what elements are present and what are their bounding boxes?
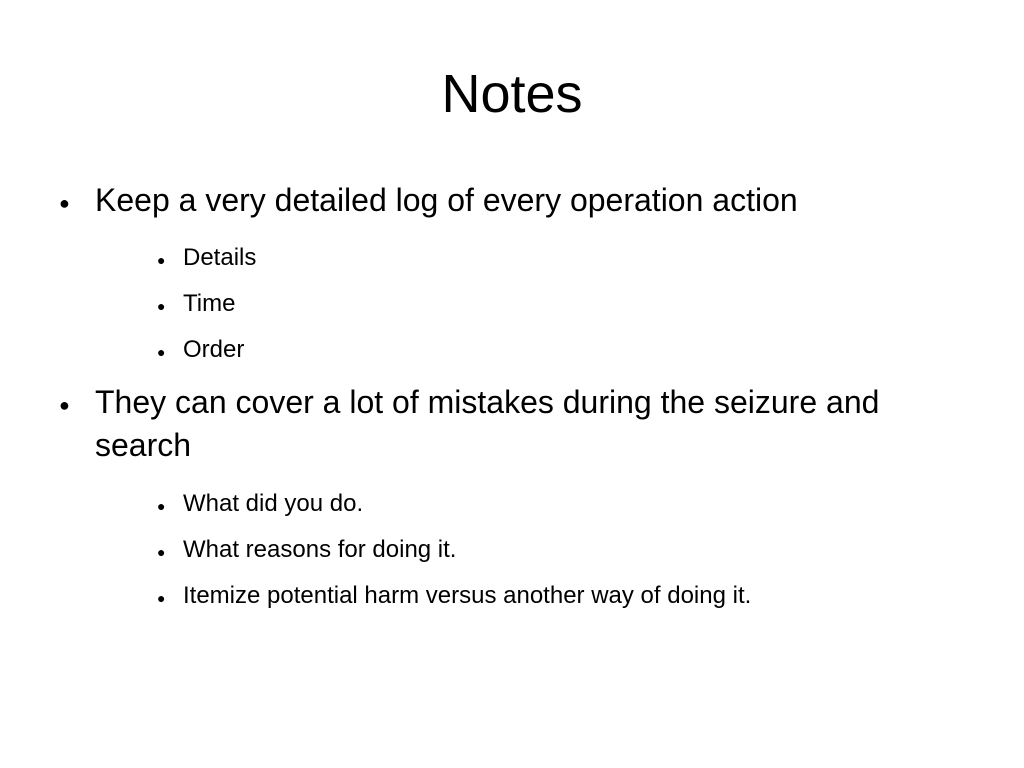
sub-bullet-text: What did you do. [183, 490, 364, 517]
sub-bullet-item [157, 242, 983, 274]
sub-bullet-icon: ● [157, 298, 166, 314]
sub-bullet-text: Details [183, 244, 257, 271]
bullet-item [59, 179, 975, 222]
sub-bullet-icon: ● [157, 498, 166, 514]
bullet-icon: ● [59, 395, 70, 415]
sub-bullet-text: Itemize potential harm versus another way of doing it. [183, 582, 752, 609]
bullet-icon: ● [59, 193, 70, 213]
bullet-item [59, 381, 975, 467]
sub-bullet-item [157, 534, 983, 566]
sub-bullet-text: Time [183, 290, 236, 317]
sub-bullet-icon: ● [157, 344, 166, 360]
sub-bullet-item [157, 288, 983, 320]
bullet-text: Keep a very detailed log of every operation action [95, 182, 798, 218]
sub-bullet-icon: ● [157, 590, 166, 606]
sub-bullet-item [157, 580, 983, 612]
sub-bullet-icon: ● [157, 544, 166, 560]
sub-bullet-item [157, 488, 983, 520]
sub-bullet-text: Order [183, 336, 245, 363]
slide-title: Notes [441, 64, 583, 124]
sub-bullet-text: What reasons for doing it. [183, 536, 457, 563]
sub-bullet-item [157, 334, 983, 366]
sub-bullet-icon: ● [157, 252, 166, 268]
bullet-text: They can cover a lot of mistakes during the seizure and search [95, 384, 880, 463]
